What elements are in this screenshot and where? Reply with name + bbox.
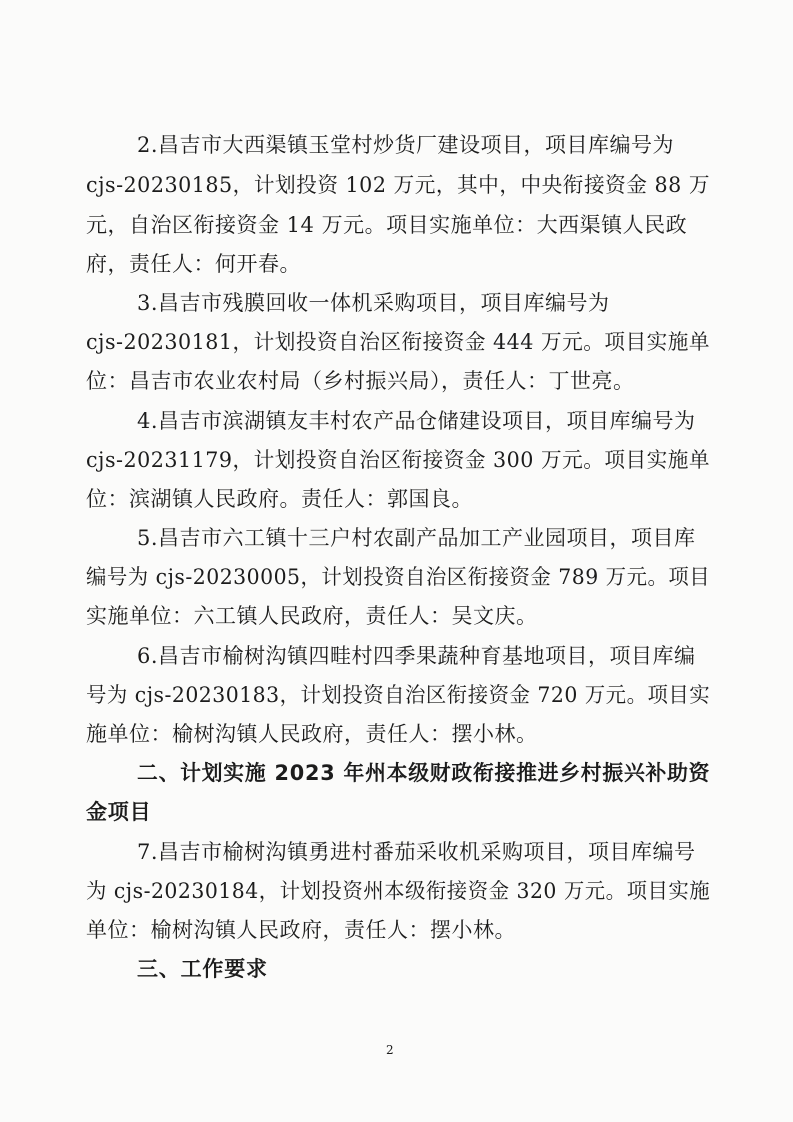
item-2-line-4: 府，责任人：何开春。 [86,252,301,276]
item-5-line-3: 实施单位：六工镇人民政府，责任人：吴文庆。 [86,604,538,628]
item-7-line-1: 7.昌吉市榆树沟镇勇进村番茄采收机采购项目，项目库编号 [137,840,696,864]
item-3-line-3: 位：昌吉市农业农村局（乡村振兴局），责任人：丁世亮。 [86,369,635,393]
item-2-line-2: cjs-20230185，计划投资 102 万元，其中，中央衔接资金 88 万 [86,173,711,197]
item-2-line-3: 元，自治区衔接资金 14 万元。项目实施单位：大西渠镇人民政 [86,213,688,237]
page-number: 2 [386,1043,394,1057]
item-6-line-2: 号为 cjs-20230183，计划投资自治区衔接资金 720 万元。项目实 [86,683,711,707]
item-4-line-2: cjs-20231179，计划投资自治区衔接资金 300 万元。项目实施单 [86,448,710,472]
item-2-line-1: 2.昌吉市大西渠镇玉堂村炒货厂建设项目，项目库编号为 [137,133,675,157]
item-4-line-3: 位：滨湖镇人民政府。责任人：郭国良。 [86,487,473,511]
section-2-heading-line-2: 金项目 [86,800,152,824]
item-7-line-2: 为 cjs-20230184，计划投资州本级衔接资金 320 万元。项目实施 [86,879,711,903]
item-5-line-2: 编号为 cjs-20230005，计划投资自治区衔接资金 789 万元。项目 [86,565,711,589]
item-6-line-3: 施单位：榆树沟镇人民政府，责任人：摆小林。 [86,722,538,746]
item-3-line-1: 3.昌吉市残膜回收一体机采购项目，项目库编号为 [137,291,610,315]
item-5-line-1: 5.昌吉市六工镇十三户村农副产品加工产业园项目，项目库 [137,526,696,550]
section-3-heading: 三、工作要求 [137,957,268,981]
item-7-line-3: 单位：榆树沟镇人民政府，责任人：摆小林。 [86,918,516,942]
section-2-heading-line-1: 二、计划实施 2023 年州本级财政衔接推进乡村振兴补助资 [137,761,711,785]
item-4-line-1: 4.昌吉市滨湖镇友丰村农产品仓储建设项目，项目库编号为 [137,409,696,433]
item-6-line-1: 6.昌吉市榆树沟镇四畦村四季果蔬种育基地项目，项目库编 [137,644,696,668]
item-3-line-2: cjs-20230181，计划投资自治区衔接资金 444 万元。项目实施单 [86,330,710,354]
